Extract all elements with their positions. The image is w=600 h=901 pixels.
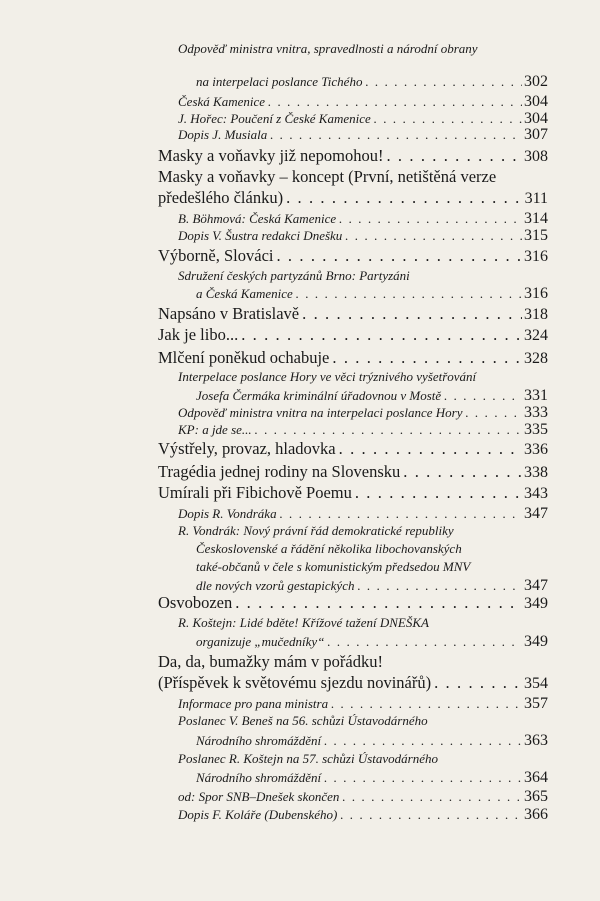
toc-leader-dots	[386, 146, 522, 166]
toc-page-number: 307	[524, 126, 548, 143]
toc-entry-line	[158, 439, 548, 459]
toc-entry-title: (Příspěvek k světovému sjezdu novinářů)	[158, 673, 432, 692]
toc-entry-line	[178, 751, 548, 767]
toc-entry-line	[196, 285, 548, 303]
toc-entry-line	[178, 369, 548, 385]
toc-leader-dots	[339, 439, 522, 459]
toc-entry-title: Národního shromáždění	[196, 770, 322, 785]
toc-entry-title: Umírali při Fibichově Poemu	[158, 483, 352, 502]
toc-entry-title: J. Hořec: Poučení z České Kamenice	[178, 111, 371, 126]
toc-entry-line	[178, 806, 548, 824]
toc-leader-dots	[374, 111, 522, 127]
toc-leader-dots	[403, 462, 522, 482]
toc-entry-title: na interpelaci poslance Tichého	[196, 74, 363, 89]
toc-page-number: 357	[524, 695, 548, 712]
toc-entry-title: Odpověď ministra vnitra, spravedlnosti a národní obrany	[178, 41, 478, 56]
toc-entry-title: Dopis F. Koláře (Dubenského)	[178, 807, 338, 822]
toc-entry-title: B. Böhmová: Česká Kamenice	[178, 211, 337, 226]
toc-entry-title: Odpověď ministra vnitra na interpelaci poslance Hory	[178, 405, 463, 420]
toc-entry-title: Dopis V. Šustra redakci Dnešku	[178, 228, 343, 243]
toc-page-number: 304	[524, 93, 548, 110]
toc-leader-dots	[327, 634, 522, 650]
toc-page-number: 347	[524, 505, 548, 522]
toc-entry-title: Napsáno v Bratislavě	[158, 304, 300, 323]
toc-entry-line	[158, 462, 548, 482]
toc-leader-dots	[302, 304, 522, 324]
toc-leader-dots	[255, 422, 522, 438]
toc-entry-title: Výborně, Slováci	[158, 246, 274, 265]
toc-page-number: 311	[524, 190, 548, 207]
toc-entry-title: Informace pro pana ministra	[178, 696, 329, 711]
toc-entry-title: Výstřely, provaz, hladovka	[158, 439, 336, 458]
toc-leader-dots	[331, 696, 522, 712]
toc-entry-line	[178, 695, 548, 713]
toc-leader-dots	[444, 388, 522, 404]
toc-page-number: 349	[524, 633, 548, 650]
toc-page-number: 336	[524, 441, 548, 458]
toc-entry-title: předešlého článku)	[158, 188, 284, 207]
toc-page-number: 366	[524, 806, 548, 823]
toc-entry-line	[178, 126, 548, 144]
toc-leader-dots	[268, 94, 522, 110]
toc-entry-title: Poslanec R. Koštejn na 57. schůzi Ústavodárného	[178, 751, 438, 766]
toc-page-number: 316	[524, 285, 548, 302]
toc-entry-title: Masky a voňavky – koncept (První, netištěná verze	[158, 167, 497, 186]
toc-entry-line	[158, 188, 548, 208]
toc-leader-dots	[357, 578, 522, 594]
toc-page-number: 343	[524, 485, 548, 502]
toc-entry-line	[158, 652, 548, 672]
toc-entry-line	[196, 732, 548, 750]
toc-page-number: 318	[524, 306, 548, 323]
toc-entry-line	[178, 404, 548, 422]
toc-leader-dots	[235, 593, 522, 613]
toc-entry-title: Česká Kamenice	[178, 94, 266, 109]
toc-page-number: 302	[524, 73, 548, 90]
toc-entry-title: Národního shromáždění	[196, 733, 322, 748]
toc-leader-dots	[434, 673, 522, 693]
toc-entry-line	[178, 615, 548, 631]
toc-entry-line	[178, 788, 548, 806]
toc-leader-dots	[276, 246, 522, 266]
toc-entry-title: Sdružení českých partyzánů Brno: Partyzáni	[178, 268, 410, 283]
toc-entry-title: organizuje „mučedníky“	[196, 634, 325, 649]
toc-entry-line	[158, 325, 548, 345]
toc-page-number: 328	[524, 350, 548, 367]
toc-entry-title: Mlčení poněkud ochabuje	[158, 348, 330, 367]
toc-entry-title: a Česká Kamenice	[196, 286, 293, 301]
toc-leader-dots	[342, 789, 522, 805]
toc-leader-dots	[340, 807, 522, 823]
toc-leader-dots	[286, 188, 523, 208]
toc-leader-dots	[324, 733, 522, 749]
toc-entry-line	[178, 523, 548, 539]
toc-entry-line	[178, 93, 548, 111]
toc-page-number: 316	[524, 248, 548, 265]
toc-page-number: 349	[524, 595, 548, 612]
toc-entry-title: také-občanů v čele s komunistickým předsedou MNV	[196, 559, 471, 574]
toc-entry-title: Josefa Čermáka kriminální úřadovnou v Mostě	[196, 388, 442, 403]
toc-page-number: 363	[524, 732, 548, 749]
toc-page-number: 315	[524, 227, 548, 244]
toc-entry-title: R. Vondrák: Nový právní řád demokratické republiky	[178, 523, 454, 538]
toc-page-number: 324	[524, 327, 548, 344]
toc-entry-title: Interpelace poslance Hory ve věci trýznivého vyšetřování	[178, 369, 477, 384]
toc-entry-line	[158, 304, 548, 324]
toc-entry-line	[158, 246, 548, 266]
toc-entry-title: Poslanec V. Beneš na 56. schůzi Ústavodárného	[178, 713, 428, 728]
toc-entry-title: Masky a voňavky již nepomohou!	[158, 146, 384, 165]
toc-entry-line	[178, 41, 548, 57]
toc-entry-line	[196, 73, 548, 91]
toc-entry-line	[158, 348, 548, 368]
toc-entry-line	[178, 227, 548, 245]
toc-entry-line	[178, 268, 548, 284]
toc-page-number: 304	[524, 110, 548, 127]
toc-page-number: 331	[524, 387, 548, 404]
toc-leader-dots	[355, 483, 522, 503]
toc-entry-line	[158, 167, 548, 187]
toc-leader-dots	[241, 325, 522, 345]
toc-leader-dots	[280, 506, 522, 522]
toc-leader-dots	[339, 211, 522, 227]
toc-leader-dots	[324, 770, 522, 786]
toc-entry-line	[196, 769, 548, 787]
toc-entry-line	[158, 483, 548, 503]
toc-page-number: 333	[524, 404, 548, 421]
toc-entry-title: Dopis J. Musiala	[178, 127, 268, 142]
toc-entry-line	[158, 146, 548, 166]
toc-leader-dots	[345, 228, 522, 244]
toc-page-number: 314	[524, 210, 548, 227]
toc-entry-title: Tragédia jednej rodiny na Slovensku	[158, 462, 401, 481]
toc-entry-line	[196, 559, 548, 575]
toc-entry-title: Osvobozen	[158, 593, 233, 612]
toc-leader-dots	[270, 127, 522, 143]
toc-entry-title: Dopis R. Vondráka	[178, 506, 277, 521]
toc-page-number: 335	[524, 421, 548, 438]
toc-entry-line	[158, 673, 548, 693]
toc-entry-line	[178, 713, 548, 729]
toc-page-number: 364	[524, 769, 548, 786]
toc-entry-line	[196, 633, 548, 651]
toc-entry-title: R. Koštejn: Lidé bděte! Křížové tažení DNEŠKA	[178, 615, 429, 630]
toc-leader-dots	[465, 405, 522, 421]
toc-entry-title: dle nových vzorů gestapických	[196, 578, 355, 593]
toc-entry-title: Jak je libo...	[158, 325, 239, 344]
toc-leader-dots	[332, 348, 522, 368]
toc-page-number: 338	[524, 464, 548, 481]
toc-entry-title: KP: a jde se...	[178, 422, 252, 437]
toc-entry-line	[178, 505, 548, 523]
toc-entry-title: od: Spor SNB–Dnešek skončen	[178, 789, 340, 804]
toc-entry-line	[196, 541, 548, 557]
toc-page-number: 347	[524, 577, 548, 594]
toc-entry-title: Československé a řádění několika libochovanských	[196, 541, 462, 556]
toc-page-number: 365	[524, 788, 548, 805]
toc-leader-dots	[365, 74, 522, 90]
toc-page-number: 354	[524, 675, 548, 692]
toc-page-number: 308	[524, 148, 548, 165]
toc-entry-line	[178, 421, 548, 439]
toc-leader-dots	[296, 286, 522, 302]
toc-entry-line	[196, 387, 548, 405]
toc-entry-title: Da, da, bumažky mám v pořádku!	[158, 652, 383, 671]
toc-entry-line	[158, 593, 548, 613]
toc-entry-line	[178, 210, 548, 228]
